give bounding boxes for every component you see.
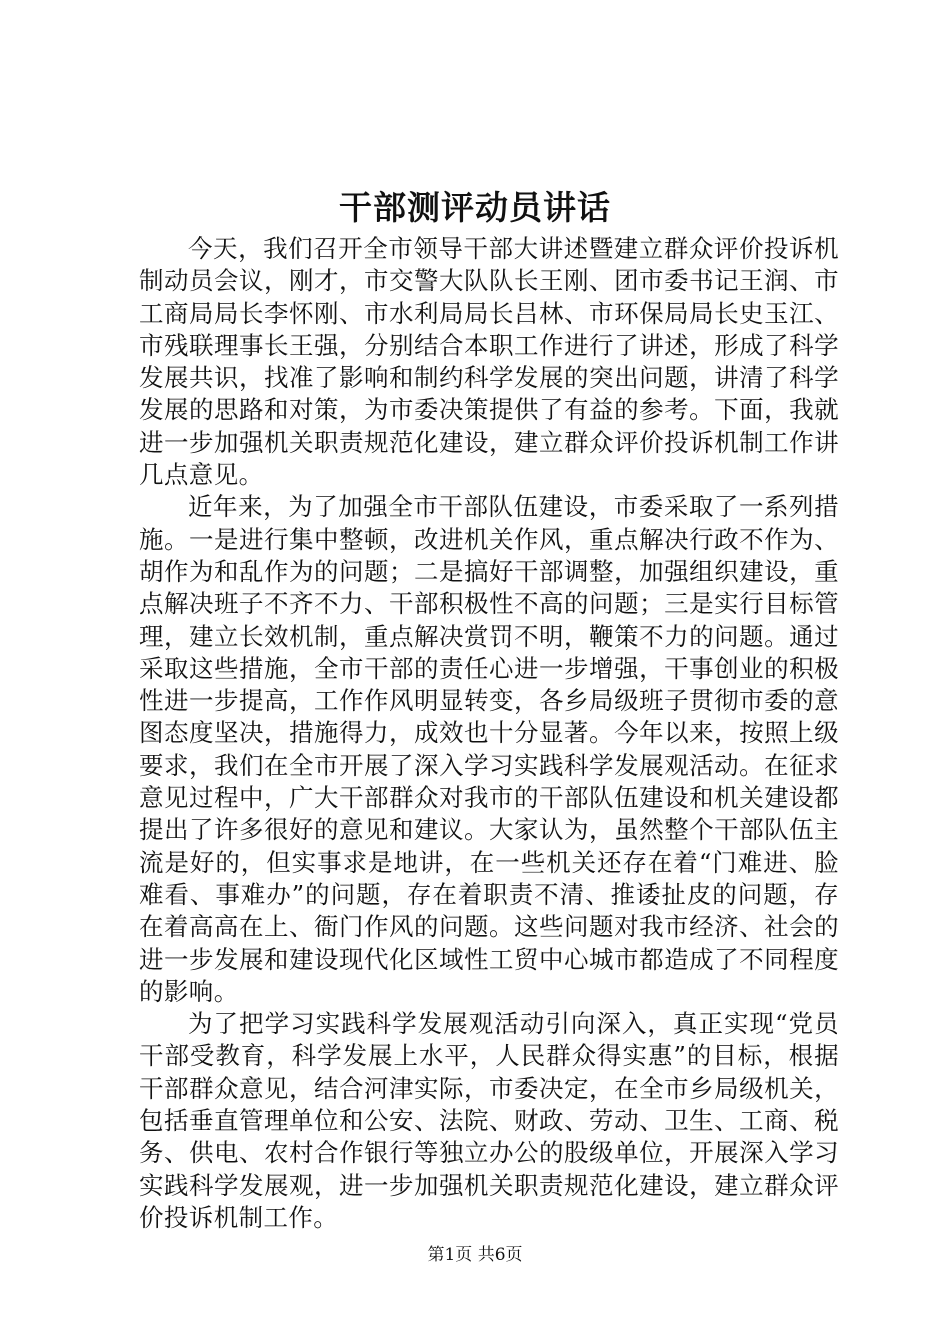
document-body <box>139 233 839 1234</box>
document-title: 干部测评动员讲话 <box>339 188 611 227</box>
paragraph-2: 近年来，为了加强全市干部队伍建设，市委采取了一系列措施。一是进行集中整顿，改进机关作风，重点解决行政不作为、胡作为和乱作为的问题；二是搞好干部调整，加强组织建设，重点解决班子不齐不力、干部积极性不高的问题；三是实行目标管理，建立长效机制，重点解决赏罚不明，鞭策不力的问题。通过采取这些措施，全市干部的责任心进一步增强，干事创业的积极性进一步提高，工作作风明显转变，各乡局级班子贯彻市委的意图态度坚决，措施得力，成效也十分显著。今年以来，按照上级要求，我们在全市开展了深入学习实践科学发展观活动。在征求意见过程中，广大干部群众对我市的干部队伍建设和机关建设都提出了许多很好的意见和建议。大家认为，虽然整个干部队伍主流是好的，但实事求是地讲，在一些机关还存在着“门难进、脸难看、事难办”的问题，存在着职责不清、推诿扯皮的问题，存在着高高在上、衙门作风的问题。这些问题对我市经济、社会的进一步发展和建设现代化区域性工贸中心城市都造成了不同程度的影响。 <box>139 492 839 1006</box>
page-number-footer: 第1页 共6页 <box>427 1245 523 1265</box>
paragraph-1: 今天，我们召开全市领导干部大讲述暨建立群众评价投诉机制动员会议，刚才，市交警大队队长王刚、团市委书记王润、市工商局局长李怀刚、市水利局局长吕林、市环保局局长史玉江、市残联理事长王强，分别结合本职工作进行了讲述，形成了科学发展共识，找准了影响和制约科学发展的突出问题，讲清了科学发展的思路和对策，为市委决策提供了有益的参考。下面，我就进一步加强机关职责规范化建设，建立群众评价投诉机制工作讲几点意见。 <box>139 234 839 490</box>
paragraph-3: 为了把学习实践科学发展观活动引向深入，真正实现“党员干部受教育，科学发展上水平，人民群众得实惠”的目标，根据干部群众意见，结合河津实际，市委决定，在全市乡局级机关，包括垂直管理单位和公安、法院、财政、劳动、卫生、工商、税务、供电、农村合作银行等独立办公的股级单位，开展深入学习实践科学发展观，进一步加强机关职责规范化建设，建立群众评价投诉机制工作。 <box>139 1009 839 1232</box>
